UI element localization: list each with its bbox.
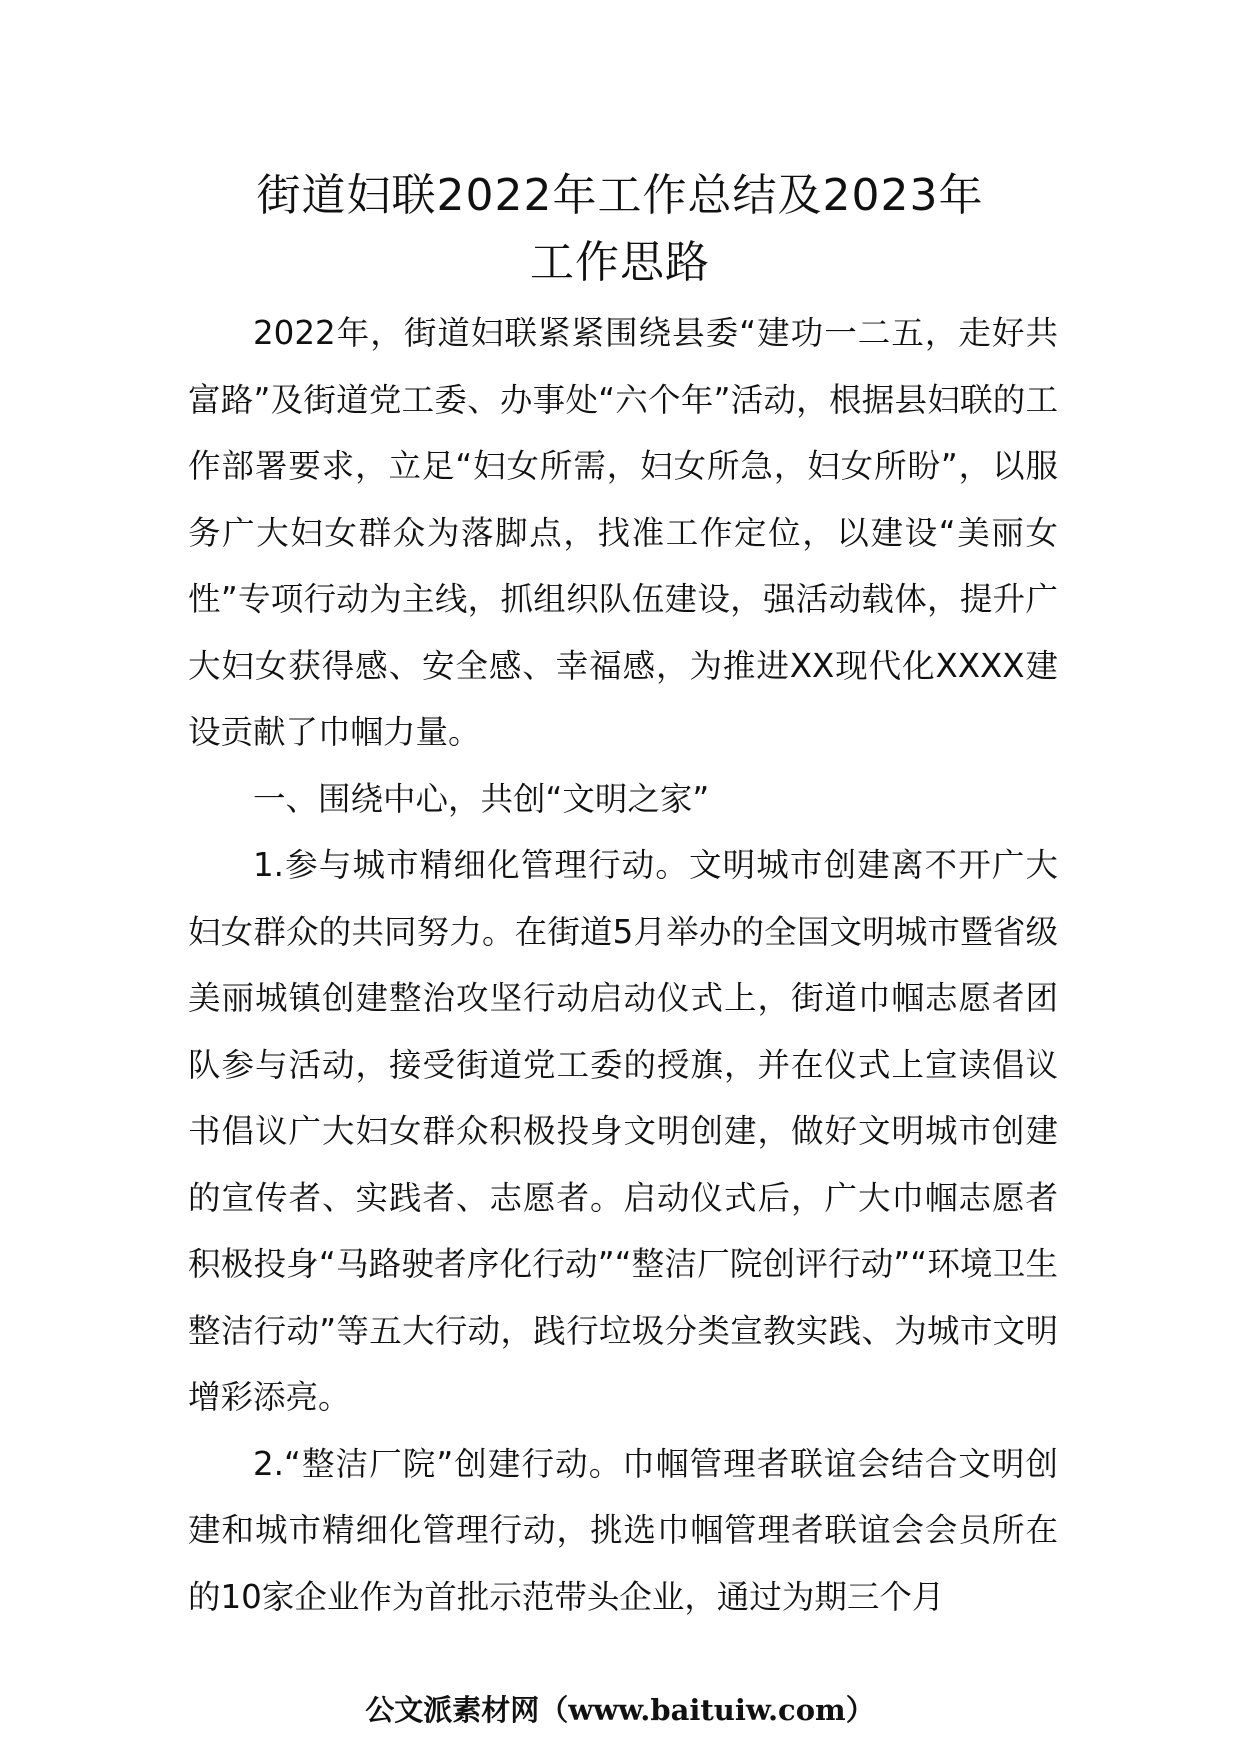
- paragraph-item-2: 2.“整洁厂院”创建行动。巾帼管理者联谊会结合文明创建和城市精细化管理行动，挑选巾帼管理者联谊会会员所在的10家企业作为首批示范带头企业，通过为期三个月: [188, 1444, 1058, 1616]
- document-title-line-2: 工作思路: [530, 237, 710, 288]
- paragraph-intro: 2022年，街道妇联紧紧围绕县委“建功一二五，走好共富路”及街道党工委、办事处“六个年”活动，根据县妇联的工作部署要求，立足“妇女所需，妇女所急，妇女所盼”，以服务广大妇女群众为落脚点，找准工作定位，以建设“美丽女性”专项行动为主线，抓组织队伍建设，强活动载体，提升广大妇女获得感、安全感、幸福感，为推进XX现代化XXXX建设贡献了巾帼力量。: [188, 314, 1058, 751]
- document-title-line-1: 街道妇联2022年工作总结及2023年: [256, 170, 984, 221]
- paragraph-item-1: 1.参与城市精细化管理行动。文明城市创建离不开广大妇女群众的共同努力。在街道5月举办的全国文明城市暨省级美丽城镇创建整治攻坚行动启动仪式上，街道巾帼志愿者团队参与活动，接受街道党工委的授旗，并在仪式上宣读倡议书倡议广大妇女群众积极投身文明创建，做好文明城市创建的宣传者、实践者、志愿者。启动仪式后，广大巾帼志愿者积极投身“马路驶者序化行动”“整洁厂院创评行动”“环境卫生整洁行动”等五大行动，践行垃圾分类宣教实践、为城市文明增彩添亮。: [188, 846, 1058, 1416]
- footer-watermark: 公文派素材网（www.baituiw.com）: [365, 1693, 875, 1727]
- document-body: [188, 300, 1058, 1630]
- section-heading-1: 一、围绕中心，共创“文明之家”: [253, 779, 710, 818]
